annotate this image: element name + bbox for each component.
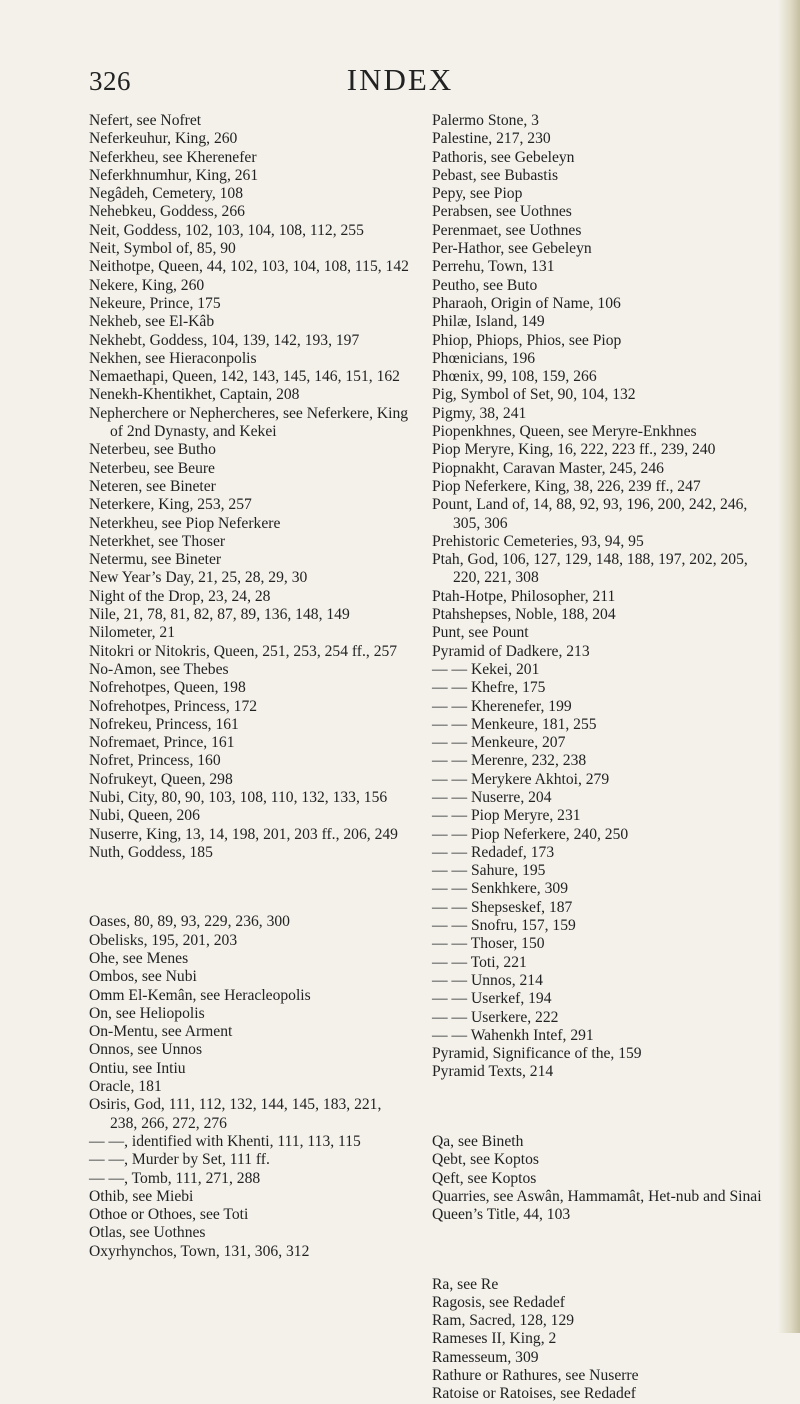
- index-entry: Palestine, 217, 230: [432, 130, 551, 148]
- index-entry: Qebt, see Koptos: [432, 1151, 539, 1169]
- index-entry: Philæ, Island, 149: [432, 313, 545, 331]
- index-entry: — —, Tomb, 111, 271, 288: [89, 1169, 261, 1187]
- index-entry: — — Nuserre, 204: [432, 788, 552, 806]
- index-entry: New Year’s Day, 21, 25, 28, 29, 30: [89, 569, 308, 587]
- index-entry: Per-Hathor, see Gebeleyn: [432, 240, 592, 258]
- index-entry: Nekhebt, Goddess, 104, 139, 142, 193, 197: [89, 331, 360, 349]
- index-entry: Nofrukeyt, Queen, 298: [89, 770, 233, 788]
- index-entry: Nuserre, King, 13, 14, 198, 201, 203 ff., 206, 249: [89, 825, 398, 843]
- index-entry: Ratoise or Ratoises, see Redadef: [432, 1385, 636, 1403]
- index-entry: — — Menkeure, 181, 255: [432, 715, 597, 733]
- index-entry: Phiop, Phiops, Phios, see Piop: [432, 331, 622, 349]
- index-entry: On-Mentu, see Arment: [89, 1023, 233, 1041]
- index-entry: Nekheb, see El-Kâb: [89, 313, 215, 331]
- index-entry: Ra, see Re: [432, 1275, 499, 1293]
- index-entry: — — Toti, 221: [432, 953, 527, 971]
- index-entry: Prehistoric Cemeteries, 93, 94, 95: [432, 532, 644, 550]
- index-entry: Ptah, God, 106, 127, 129, 148, 188, 197, 202, 205, 220, 221, 308: [432, 551, 748, 587]
- index-entry: Pathoris, see Gebeleyn: [432, 148, 575, 166]
- index-entry: — — Userkef, 194: [432, 990, 552, 1008]
- index-entry: Pharaoh, Origin of Name, 106: [432, 294, 621, 312]
- index-entry: — —, identified with Khenti, 111, 113, 115: [89, 1132, 361, 1150]
- index-entry: Neteren, see Bineter: [89, 477, 216, 495]
- page-edge-shading: [778, 0, 800, 1333]
- index-entry: Oases, 80, 89, 93, 229, 236, 300: [89, 913, 290, 931]
- index-entry: Pount, Land of, 14, 88, 92, 93, 196, 200, 242, 246, 305, 306: [432, 496, 748, 532]
- index-entry: Rathure or Rathures, see Nuserre: [432, 1367, 639, 1385]
- index-entry: Neithotpe, Queen, 44, 102, 103, 104, 108, 115, 142: [89, 258, 409, 276]
- section-gap: [432, 1240, 762, 1260]
- index-entry: Palermo Stone, 3: [432, 112, 539, 129]
- index-entry: Negâdeh, Cemetery, 108: [89, 185, 244, 203]
- index-entry: Nehebkeu, Goddess, 266: [89, 203, 245, 221]
- index-entry: Onnos, see Unnos: [89, 1041, 203, 1059]
- index-entry: — — Userkere, 222: [432, 1008, 559, 1026]
- index-entry: Nofrehotpes, Queen, 198: [89, 679, 246, 697]
- index-entry: Neterkhet, see Thoser: [89, 532, 226, 550]
- index-entry: Rameses II, King, 2: [432, 1330, 557, 1348]
- index-entry: — — Khefre, 175: [432, 679, 546, 697]
- index-entry: Pig, Symbol of Set, 90, 104, 132: [432, 386, 636, 404]
- index-entry: Perenmaet, see Uothnes: [432, 221, 582, 239]
- index-entry: Nofremaet, Prince, 161: [89, 734, 235, 752]
- index-entry: Pepy, see Piop: [432, 185, 523, 203]
- index-entry: Oracle, 181: [89, 1078, 162, 1096]
- index-entry: Nilometer, 21: [89, 624, 175, 642]
- index-entry: Nekeure, Prince, 175: [89, 294, 221, 312]
- index-entry: — — Kherenefer, 199: [432, 697, 572, 715]
- index-entry: Neferkhnumhur, King, 261: [89, 166, 259, 184]
- index-entry: Quarries, see Aswân, Hammamât, Het-nub and Sinai: [432, 1187, 762, 1205]
- index-entry: Qa, see Bineth: [432, 1132, 524, 1150]
- index-entry: Otlas, see Uothnes: [89, 1224, 206, 1242]
- index-entry: Perrehu, Town, 131: [432, 258, 555, 276]
- index-entry: — — Wahenkh Intef, 291: [432, 1026, 594, 1044]
- index-entry: Ram, Sacred, 128, 129: [432, 1312, 575, 1330]
- index-entry: No-Amon, see Thebes: [89, 660, 229, 678]
- index-entry: Phœnicians, 196: [432, 349, 536, 367]
- index-entry: Peutho, see Buto: [432, 276, 538, 294]
- index-entry: — — Snofru, 157, 159: [432, 917, 576, 935]
- index-entry: Pigmy, 38, 241: [432, 404, 527, 422]
- index-entry: Obelisks, 195, 201, 203: [89, 931, 238, 949]
- index-entry: Neterkere, King, 253, 257: [89, 496, 252, 514]
- index-entry: Nekhen, see Hieraconpolis: [89, 349, 257, 367]
- index-entry: Nubi, Queen, 206: [89, 807, 200, 825]
- index-entry: Nile, 21, 78, 81, 82, 87, 89, 136, 148, 149: [89, 606, 350, 624]
- index-entry: Neferkeuhur, King, 260: [89, 130, 238, 148]
- index-entry: Neit, Goddess, 102, 103, 104, 108, 112, 255: [89, 221, 364, 239]
- index-entry: Nuth, Goddess, 185: [89, 843, 213, 861]
- section-gap: [89, 878, 412, 898]
- index-entry: Neterbeu, see Beure: [89, 459, 215, 477]
- index-entry: Netermu, see Bineter: [89, 551, 222, 569]
- index-entry: Osiris, God, 111, 112, 132, 144, 145, 183, 221, 238, 266, 272, 276: [89, 1096, 382, 1132]
- index-entry: Night of the Drop, 23, 24, 28: [89, 587, 271, 605]
- index-entry: Nemaethapi, Queen, 142, 143, 145, 146, 151, 162: [89, 368, 400, 386]
- index-entry: Piopenkhnes, Queen, see Meryre-Enkhnes: [432, 423, 697, 441]
- index-entry: — — Senkhkere, 309: [432, 880, 568, 898]
- index-entry: Nekere, King, 260: [89, 276, 205, 294]
- index-entry: Nenekh-Khentikhet, Captain, 208: [89, 386, 300, 404]
- index-entry: Othib, see Miebi: [89, 1187, 194, 1205]
- index-entry: Ohe, see Menes: [89, 949, 189, 967]
- index-column-left: [89, 112, 412, 1261]
- index-entry: Othoe or Othoes, see Toti: [89, 1206, 249, 1224]
- index-entry: — — Merykere Akhtoi, 279: [432, 770, 610, 788]
- index-entry: Neterkheu, see Piop Neferkere: [89, 514, 281, 532]
- index-entry: Nofrekeu, Princess, 161: [89, 715, 239, 733]
- index-entry: Nepherchere or Nephercheres, see Neferkere, King of 2nd Dynasty, and Kekei: [89, 404, 409, 441]
- index-entry: Pyramid, Significance of the, 159: [432, 1045, 642, 1063]
- index-entry: — — Kekei, 201: [432, 660, 540, 678]
- index-entry: — — Piop Meryre, 231: [432, 807, 581, 825]
- index-entry: Ptah-Hotpe, Philosopher, 211: [432, 587, 616, 605]
- index-entry: Piop Neferkere, King, 38, 226, 239 ff., 247: [432, 477, 701, 495]
- index-entry: Oxyrhynchos, Town, 131, 306, 312: [89, 1242, 310, 1260]
- index-entry: Pyramid Texts, 214: [432, 1063, 554, 1081]
- index-entry: Nubi, City, 80, 90, 103, 108, 110, 132, 133, 156: [89, 788, 388, 806]
- index-entry: Piopnakht, Caravan Master, 245, 246: [432, 459, 664, 477]
- index-entry: Nefert, see Nofret: [89, 112, 202, 129]
- index-entry: Phœnix, 99, 108, 159, 266: [432, 368, 597, 386]
- index-entry: Pyramid of Dadkere, 213: [432, 642, 590, 660]
- index-entry: Punt, see Pount: [432, 624, 529, 642]
- index-entry: Ontiu, see Intiu: [89, 1059, 186, 1077]
- page-number: 326: [89, 66, 131, 96]
- index-column-right: [432, 112, 762, 1404]
- index-entry: Neferkheu, see Kherenefer: [89, 148, 257, 166]
- index-entry: Ptahshepses, Noble, 188, 204: [432, 606, 616, 624]
- index-entry: Ombos, see Nubi: [89, 968, 197, 986]
- index-entry: Queen’s Title, 44, 103: [432, 1206, 571, 1224]
- section-gap: [432, 1097, 762, 1117]
- running-head: INDEX: [346, 62, 454, 97]
- index-entry: — — Menkeure, 207: [432, 734, 566, 752]
- index-entry: Omm El-Kemân, see Heracleopolis: [89, 986, 311, 1004]
- index-entry: — — Unnos, 214: [432, 971, 543, 989]
- index-entry: — —, Murder by Set, 111 ff.: [89, 1151, 270, 1169]
- index-entry: — — Thoser, 150: [432, 935, 545, 953]
- index-entry: Neterbeu, see Butho: [89, 441, 216, 459]
- index-entry: — — Merenre, 232, 238: [432, 752, 587, 770]
- index-entry: Nitokri or Nitokris, Queen, 251, 253, 254 ff., 257: [89, 642, 398, 660]
- index-entry: Piop Meryre, King, 16, 222, 223 ff., 239, 240: [432, 441, 716, 459]
- index-entry: Nofrehotpes, Princess, 172: [89, 697, 258, 715]
- index-entry: — — Shepseskef, 187: [432, 898, 573, 916]
- index-entry: On, see Heliopolis: [89, 1004, 205, 1022]
- index-entry: — — Piop Neferkere, 240, 250: [432, 825, 629, 843]
- index-entry: — — Sahure, 195: [432, 862, 546, 880]
- index-entry: Ragosis, see Redadef: [432, 1293, 565, 1311]
- index-entry: Qeft, see Koptos: [432, 1169, 537, 1187]
- index-entry: Nofret, Princess, 160: [89, 752, 221, 770]
- index-entry: Perabsen, see Uothnes: [432, 203, 572, 221]
- index-entry: — — Redadef, 173: [432, 843, 555, 861]
- index-entry: Pebast, see Bubastis: [432, 166, 559, 184]
- index-entry: Ramesseum, 309: [432, 1348, 539, 1366]
- index-entry: Neit, Symbol of, 85, 90: [89, 240, 236, 258]
